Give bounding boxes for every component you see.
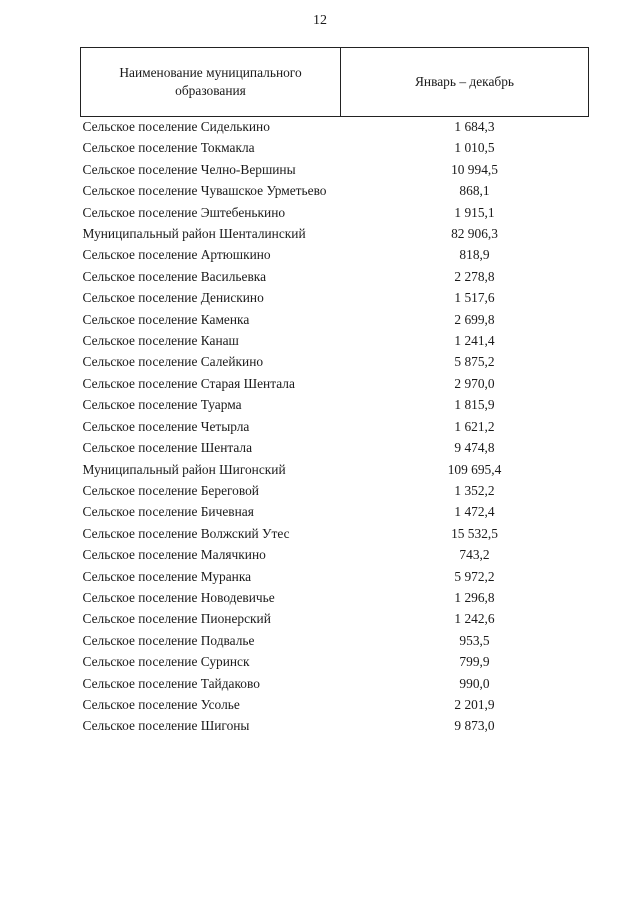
- municipality-name: Сельское поселение Каменка: [82, 311, 250, 327]
- municipality-name: Сельское поселение Волжский Утес: [82, 525, 290, 541]
- municipality-name: Сельское поселение Артюшкино: [82, 247, 271, 263]
- header-municipality-name: Наименование муниципального образования: [81, 48, 341, 117]
- period-value: 799,9: [459, 654, 490, 670]
- table-row: [81, 652, 589, 673]
- period-value: 2 699,8: [454, 311, 495, 327]
- municipality-name: Сельское поселение Васильевка: [82, 268, 267, 284]
- table-row: [81, 481, 589, 502]
- table-row: [81, 545, 589, 566]
- table-row: [81, 138, 589, 159]
- period-value: 9 474,8: [454, 440, 495, 456]
- municipality-name: Сельское поселение Пионерский: [82, 611, 271, 627]
- municipality-name: Сельское поселение Береговой: [82, 482, 259, 498]
- period-value: 1 472,4: [454, 504, 495, 520]
- municipality-name: Муниципальный район Шигонский: [82, 461, 286, 477]
- period-value: 2 278,8: [454, 268, 495, 284]
- municipality-name: Сельское поселение Шигоны: [82, 718, 250, 734]
- municipality-name: Сельское поселение Бичевная: [82, 504, 254, 520]
- municipality-name: Сельское поселение Эштебенькино: [82, 204, 286, 220]
- municipality-name: Сельское поселение Шентала: [82, 440, 253, 456]
- period-value: 1 241,4: [454, 333, 495, 349]
- table-row: [81, 288, 589, 309]
- data-table: [80, 47, 589, 738]
- period-value: 1 915,1: [454, 204, 495, 220]
- table-row: [81, 395, 589, 416]
- table-row: [81, 117, 589, 139]
- period-value: 9 873,0: [454, 718, 495, 734]
- table-header: [81, 48, 589, 117]
- period-value: 5 875,2: [454, 354, 495, 370]
- period-value: 2 201,9: [454, 696, 495, 712]
- municipality-name: Сельское поселение Чувашское Урметьево: [82, 183, 327, 199]
- table-row: [81, 460, 589, 481]
- period-value: 953,5: [459, 632, 490, 648]
- table-row: [81, 631, 589, 652]
- header-row: [81, 48, 589, 117]
- municipality-name: Сельское поселение Тайдаково: [82, 675, 260, 691]
- municipality-name: Сельское поселение Малячкино: [82, 547, 266, 563]
- period-value: 1 352,2: [454, 482, 495, 498]
- municipality-name: Сельское поселение Канаш: [82, 333, 239, 349]
- table-row: [81, 374, 589, 395]
- table-row: [81, 695, 589, 716]
- municipality-name: Сельское поселение Усолье: [82, 696, 240, 712]
- table-row: [81, 502, 589, 523]
- period-value: 5 972,2: [454, 568, 495, 584]
- table-row: [81, 245, 589, 266]
- table-row: [81, 438, 589, 459]
- table-body: [81, 117, 589, 738]
- period-value: 990,0: [459, 675, 490, 691]
- period-value: 1 621,2: [454, 418, 495, 434]
- municipality-name: Сельское поселение Муранка: [82, 568, 252, 584]
- period-value: 1 010,5: [454, 140, 495, 156]
- period-value: 15 532,5: [451, 525, 498, 541]
- municipality-name: Сельское поселение Подвалье: [82, 632, 255, 648]
- period-value: 818,9: [459, 247, 490, 263]
- period-value: 743,2: [459, 547, 490, 563]
- period-value: 1 517,6: [454, 290, 495, 306]
- table-row: [81, 588, 589, 609]
- table-row: [81, 224, 589, 245]
- municipality-name: Сельское поселение Суринск: [82, 654, 250, 670]
- table-row: [81, 331, 589, 352]
- municipality-name: Сельское поселение Старая Шентала: [82, 375, 295, 391]
- period-value: 82 906,3: [451, 226, 498, 242]
- header-period: Январь – декабрь: [341, 48, 589, 117]
- table-row: [81, 267, 589, 288]
- municipality-name: Сельское поселение Сиделькино: [82, 119, 270, 134]
- period-value: 868,1: [459, 183, 490, 199]
- table-row: [81, 203, 589, 224]
- municipality-name: Сельское поселение Салейкино: [82, 354, 264, 370]
- period-value: 1 296,8: [454, 589, 495, 605]
- table-row: [81, 310, 589, 331]
- municipality-name: Муниципальный район Шенталинский: [82, 226, 306, 242]
- table-row: [81, 716, 589, 737]
- page-number: 12: [313, 13, 327, 28]
- municipality-name: Сельское поселение Токмакла: [82, 140, 255, 156]
- period-value: 2 970,0: [454, 375, 495, 391]
- municipality-name: Сельское поселение Четырла: [82, 418, 250, 434]
- table-row: [81, 352, 589, 373]
- municipality-name: Сельское поселение Туарма: [82, 397, 242, 413]
- table-row: [81, 524, 589, 545]
- period-value: 10 994,5: [451, 161, 498, 177]
- municipality-name: Сельское поселение Челно-Вершины: [82, 161, 296, 177]
- table-row: [81, 567, 589, 588]
- table-row: [81, 181, 589, 202]
- period-value: 109 695,4: [447, 461, 502, 477]
- municipality-name: Сельское поселение Денискино: [82, 290, 264, 306]
- municipality-name: Сельское поселение Новодевичье: [82, 589, 275, 605]
- period-value: 1 242,6: [454, 611, 495, 627]
- table-row: [81, 160, 589, 181]
- table-row: [81, 417, 589, 438]
- table-row: [81, 609, 589, 630]
- period-value: 1 684,3: [454, 119, 495, 134]
- period-value: 1 815,9: [454, 397, 495, 413]
- table-row: [81, 674, 589, 695]
